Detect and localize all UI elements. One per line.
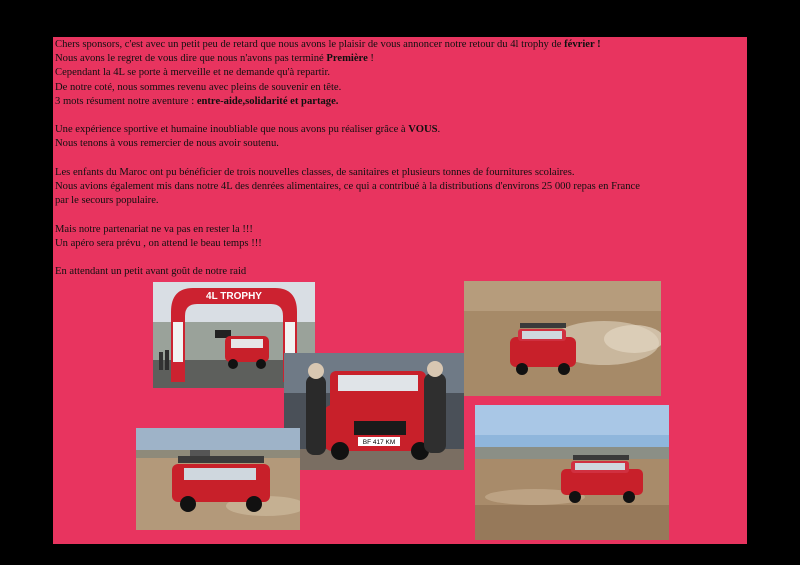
text-segment: En attendant un petit avant goût de notre raid — [55, 266, 247, 278]
text-segment: Nous tenons à vous remercier de nous avoir soutenu. — [55, 138, 279, 150]
text-segment: Cependant la 4L se porte à merveille et ne demande qu'à repartir. — [55, 67, 331, 79]
content-panel — [53, 37, 747, 544]
text-segment: . — [437, 124, 441, 136]
text-line — [55, 123, 745, 137]
arch-banner-text: 4L TROPHY — [206, 291, 262, 302]
text-segment: Un apéro sera prévu , on attend le beau temps !!! — [55, 237, 262, 249]
text-segment: Chers sponsors, c'est avec un petit peu de retard que nous avons le plaisir de vous annoncer notre retour du 4l trophy de — [55, 39, 565, 50]
photo-desert-dust — [464, 281, 661, 396]
text-line — [55, 38, 745, 52]
text-line — [55, 66, 745, 80]
text-line — [55, 223, 745, 237]
license-plate-text: BF 417 KM — [362, 439, 396, 446]
text-segment: Nous avions également mis dans notre 4L des denrées alimentaires, ce qui a contribué à la distributions d'environs 25 000 repas en France — [55, 181, 640, 192]
photo-team-car — [284, 353, 464, 470]
photo-open-plain — [475, 405, 669, 540]
blank-line — [55, 208, 745, 222]
text-segment: Nous avons le regret de vous dire que nous n'avons pas terminé — [55, 53, 327, 65]
text-line — [55, 166, 745, 180]
text-line — [55, 81, 745, 95]
blank-line — [55, 251, 745, 265]
bold-text: février ! — [564, 39, 601, 50]
photo-roof-rack — [136, 428, 300, 530]
text-line — [55, 95, 745, 109]
bold-text: Première — [326, 53, 368, 65]
bold-text: VOUS — [408, 124, 438, 136]
message-text — [55, 38, 745, 279]
text-segment: Les enfants du Maroc ont pu bénéficier de trois nouvelles classes, de sanitaires et plusieurs tonnes de fournitures scolaires. — [55, 166, 575, 178]
bold-text: entre-aide,solidarité et partage. — [196, 95, 339, 107]
text-segment: ! — [367, 53, 374, 65]
text-line — [55, 180, 745, 194]
text-line — [55, 265, 745, 279]
text-line — [55, 237, 745, 251]
text-line — [55, 137, 745, 151]
text-segment: 3 mots résument notre aventure : — [55, 95, 197, 107]
text-segment: De notre coté, nous sommes revenu avec pleins de souvenir en tête. — [55, 81, 342, 93]
text-line — [55, 52, 745, 66]
text-segment: Une expérience sportive et humaine inoubliable que nous avons pu réaliser grâce à — [55, 124, 409, 136]
text-line — [55, 194, 745, 208]
text-segment: Mais notre partenariat ne va pas en rester la !!! — [55, 223, 253, 235]
text-segment: par le secours populaire. — [55, 195, 159, 207]
blank-line — [55, 109, 745, 123]
blank-line — [55, 152, 745, 166]
